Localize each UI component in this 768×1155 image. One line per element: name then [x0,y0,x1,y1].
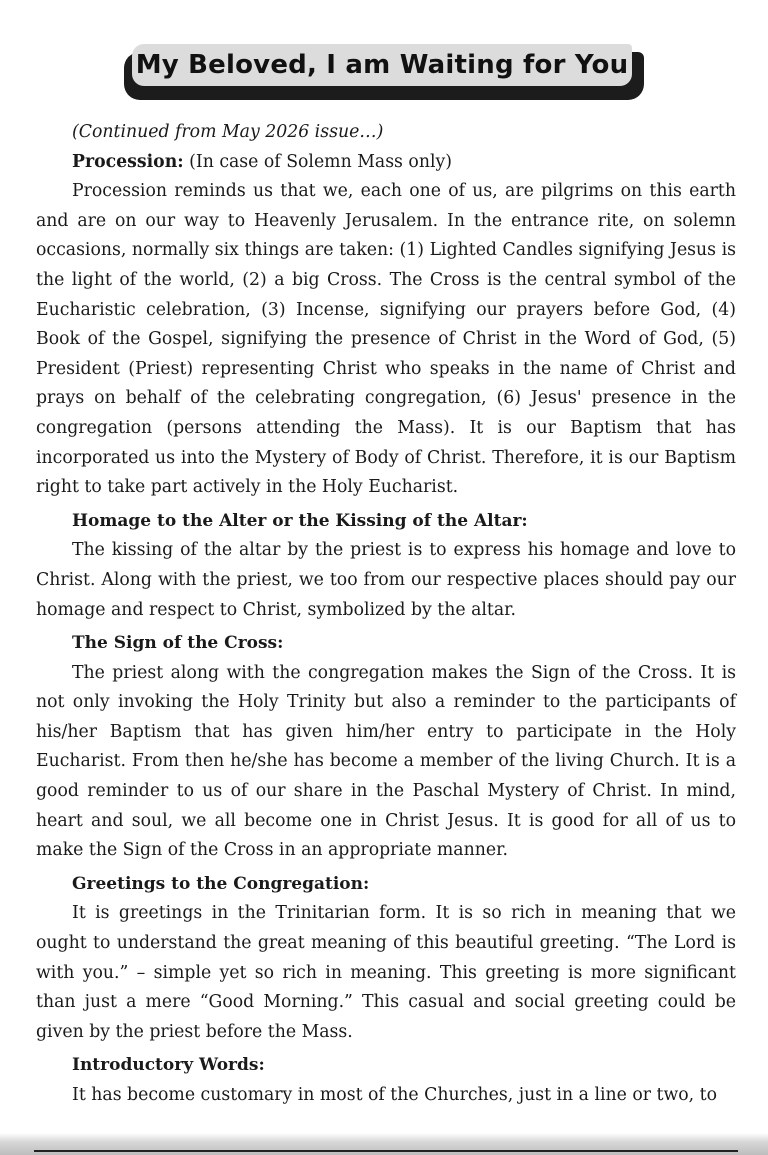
homage-paragraph: The kissing of the altar by the priest is to express his homage and love to Christ. Along with the priest, we too from our respective places should pay our homage and respect to Christ, symbolized by the altar. [36,540,736,620]
greetings-paragraph: It is greetings in the Trinitarian form. It is so rich in meaning that we ought to understand the great meaning of this beautiful greeting. “The Lord is with you.” – simple yet so rich in meaning. This greeting is more significant than just a mere “Good Morning.” This casual and social greeting could be given by the priest before the Mass. [36,903,736,1042]
procession-heading: Procession: [72,151,184,172]
introductory-paragraph: It has become customary in most of the Churches, just in a line or two, to [72,1085,718,1105]
procession-paragraph: Procession reminds us that we, each one of us, are pilgrims on this earth and are on our way to Heavenly Jerusalem. In the entrance rite, on solemn occasions, normally six things are taken: (1) Lighted Candles signifying Jesus is the light of the world, (2) a big Cross. The Cross is the central symbol of the Eucharistic celebration, (3) Incense, signifying our prayers before God, (4) Book of the Gospel, signifying the presence of Christ in the Word of God, (5) President (Priest) representing Christ who speaks in the name of Christ and prays on behalf of the celebrating congregation, (6) Jesus' presence in the congregation (persons attending the Mass). It is our Baptism that has incorporated us into the Mystery of Body of Christ. Therefore, it is our Baptism right to take part actively in the Holy Eucharist. [36,181,736,498]
introductory-heading: Introductory Words: [72,1055,265,1076]
page-bottom-rule [34,1150,738,1152]
title-banner [124,44,646,101]
procession-line [36,148,736,178]
page-title: My Beloved, I am Waiting for You [135,50,629,80]
sign-of-cross-heading: The Sign of the Cross: [72,633,284,654]
title-banner-box [132,44,632,86]
procession-note: (In case of Solemn Mass only) [183,151,452,172]
greetings-heading: Greetings to the Congregation: [72,873,370,894]
homage-heading: Homage to the Alter or the Kissing of the Altar: [72,510,528,531]
article-body [36,118,736,1111]
sign-of-cross-paragraph: The priest along with the congregation makes the Sign of the Cross. It is not only invoking the Holy Trinity but also a reminder to the participants of his/her Baptism that has given him/her entry to participate in the Holy Eucharist. From then he/she has become a member of the living Church. It is a good reminder to us of our share in the Paschal Mystery of Christ. In mind, heart and soul, we all become one in Christ Jesus. It is good for all of us to make the Sign of the Cross in an appropriate manner. [36,662,736,861]
continued-note: (Continued from May 2026 issue…) [72,122,384,142]
